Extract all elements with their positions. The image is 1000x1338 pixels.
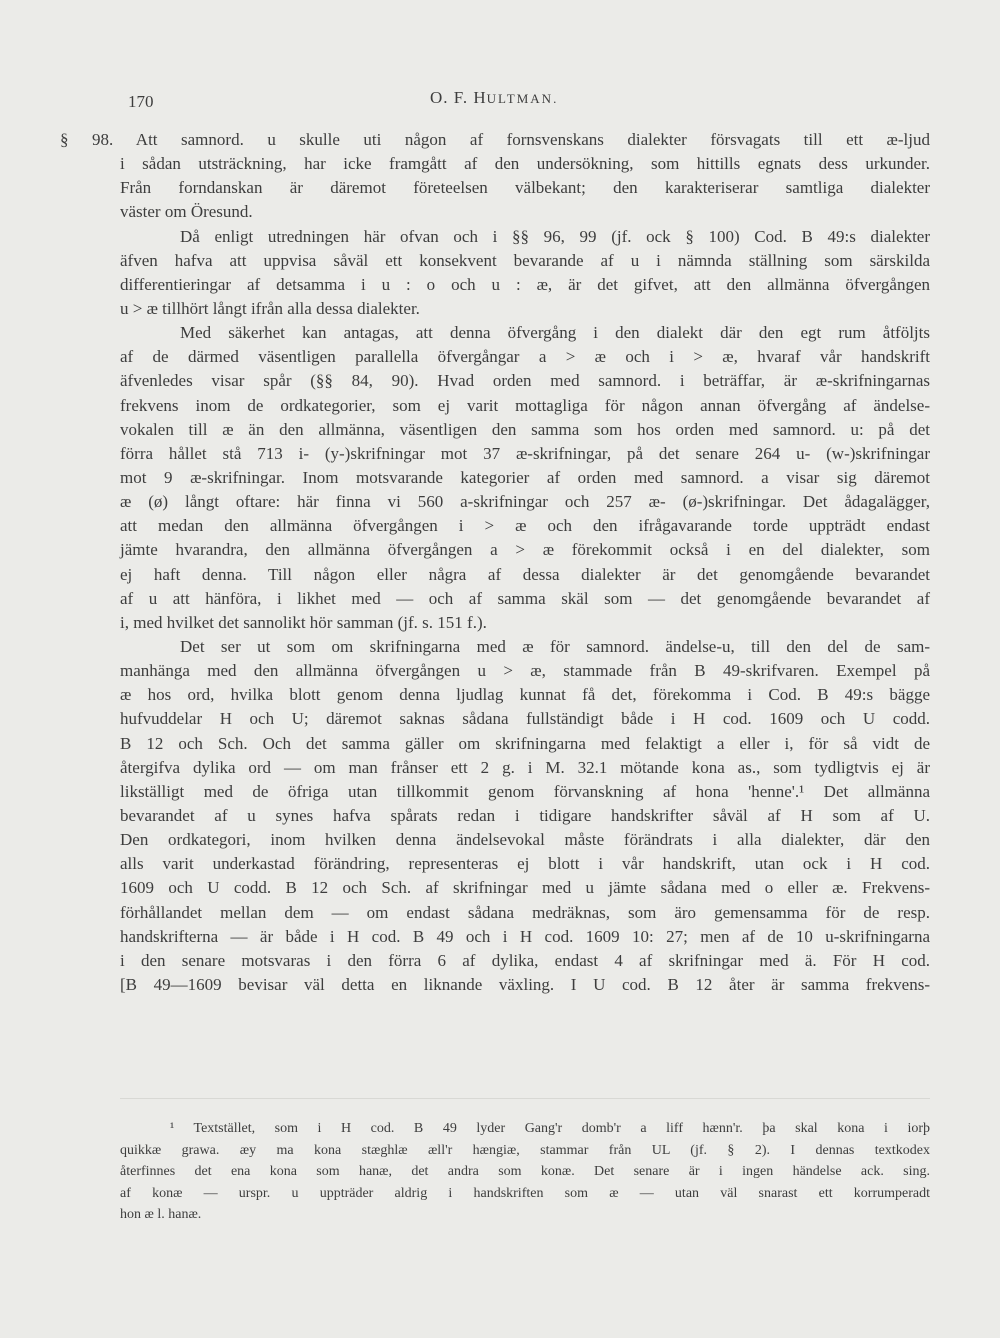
text-line: återgifva dylika ord — om man frånser ett 2 g. i M. 32.1 mötande kona as., som tydligtvis ej är — [120, 757, 930, 777]
text-line: förra hållet stå 713 i- (y-)skrifningar mot 37 æ-skrifningar, på det senare 264 u- (w-)skrifningar — [120, 443, 930, 463]
running-head-author: O. F. H — [430, 88, 487, 107]
text-line: alls varit underkastad förändring, representeras ej blott i vår handskrift, utan ock i H cod. — [120, 854, 930, 874]
text-line: af de därmed väsentligen parallella öfvergångar a > æ och i > æ, hvaraf vår handskrift — [120, 347, 930, 367]
text-line: i, med hvilket det sannolikt hör samman (jf. s. 151 f.). — [120, 612, 487, 632]
text-line: Det ser ut som om skrifningarna med æ för samnord. ändelse-u, till den del de sam- — [180, 636, 930, 656]
text-line: af u att hänföra, i likhet med — och af samma skäl som — det genomgående bevarandet af — [120, 588, 930, 608]
footnote-line: hon æ l. hanæ. — [120, 1207, 202, 1222]
footnote-line: ¹ Textstället, som i H cod. B 49 lyder Gang'r domb'r a liff hænn'r. þa skal kona i iorþ — [170, 1121, 930, 1136]
footnote-line: af konæ — urspr. u uppträder aldrig i handskriften som æ — utan väl snarast ett korrumperadt — [120, 1185, 930, 1201]
text-line: äfvenledes visar spår (§§ 84, 90). Hvad orden med samnord. i beträffar, är æ-skrifningarnas — [120, 371, 930, 391]
text-line: i den senare motsvaras i den förra 6 af dylika, endast 4 af skrifningar med ä. För H cod. — [120, 950, 930, 970]
text-line: äfven hafva att uppvisa såväl ett konsekvent bevarande af u i nämnda ställning som särskilda — [120, 250, 930, 270]
text-line: bevarandet af u synes hafva spårats redan i tidigare handskrifter såväl af H som af U. — [120, 805, 930, 825]
text-line: B 12 och Sch. Och det samma gäller om skrifningarna med felaktigt a eller i, för så vidt de — [120, 733, 930, 753]
text-line: i sådan utsträckning, har icke framgått af den undersökning, som hittills egnats dess urkunder. — [120, 154, 930, 174]
running-head — [430, 88, 558, 108]
text-line: mot 9 æ-skrifningar. Inom motsvarande kategorier af orden med samnord. a visar sig däremot — [120, 467, 930, 487]
body-text — [60, 128, 930, 997]
text-line: att medan den allmänna öfvergången i > æ och den ifrågavarande torde uppträdt endast — [120, 516, 930, 536]
text-line: § 98. Att samnord. u skulle uti någon af fornsvenskans dialekter försvagats till ett æ-ljud — [60, 130, 930, 149]
page-number: 170 — [128, 92, 154, 111]
footnote-line: återfinnes det ena kona som hanæ, det andra som konæ. Det senare är i ingen händelse ack. sing. — [120, 1164, 930, 1179]
text-line: likställigt med de öfriga utan tillkommit genom förvanskning af hona 'henne'.¹ Det allmänna — [120, 781, 930, 801]
text-line: manhänga med den allmänna öfvergången u > æ, stammade från B 49-skrifvaren. Exempel på — [120, 661, 930, 681]
text-line: Den ordkategori, inom hvilken denna ändelsevokal måste förändrats i alla dialekter, där den — [120, 830, 930, 850]
text-line: differentieringar af detsamma i u : o och u : æ, är det gifvet, att den allmänna öfvergången — [120, 274, 930, 294]
text-line: æ hos ord, hvilka blott genom denna ljudlag kunnat få det, förekomma i Cod. B 49:s bägge — [120, 685, 930, 705]
text-line: æ (ø) långt oftare: här finna vi 560 a-skrifningar och 257 æ- (ø-)skrifningar. Det ådagalägger, — [120, 492, 930, 512]
footnote-line: quikkæ grawa. æy ma kona stæghlæ æll'r hængiæ, stammar från UL (jf. § 2). I dennas textkodex — [120, 1142, 930, 1158]
text-line: Med säkerhet kan antagas, att denna öfvergång i den dialekt där den egt rum åtföljts — [180, 323, 930, 343]
text-line: förhållandet mellan dem — om endast sådana medräknas, som äro gemensamma för de resp. — [120, 902, 930, 922]
text-line: Då enligt utredningen här ofvan och i §§ 96, 99 (jf. ock § 100) Cod. B 49:s dialekter — [180, 226, 930, 246]
text-line: ej haft denna. Till någon eller några af dessa dialekter är det genomgående bevarandet — [120, 564, 930, 584]
page-header — [120, 88, 920, 118]
text-line: [B 49—1609 bevisar väl detta en liknande växling. I U cod. B 12 åter är samma frekvens- — [120, 974, 930, 994]
text-line: hufvuddelar H och U; däremot saknas sådana fullständigt både i H cod. 1609 och U codd. — [120, 709, 930, 729]
text-line: väster om Öresund. — [120, 202, 253, 222]
text-line: u > æ tillhört långt ifrån alla dessa dialekter. — [120, 298, 420, 318]
text-line: handskrifterna — är både i H cod. B 49 och i H cod. 1609 10: 27; men af de 10 u-skrifningarna — [120, 926, 930, 946]
text-line: frekvens inom de ordkategorier, som ej varit mottagliga för någon annan öfvergång af ändelse- — [120, 395, 930, 415]
text-line: vokalen till æ än den allmänna, väsentligen den samma som hos orden med samnord. u: på det — [120, 419, 930, 439]
footnote-divider — [120, 1098, 930, 1099]
text-line: 1609 och U codd. B 12 och Sch. af skrifningar med u jämte sådana med o eller æ. Frekvens- — [120, 878, 930, 898]
text-line: jämte hvarandra, den allmänna öfvergången a > æ förekommit också i en del dialekter, som — [120, 540, 930, 560]
footnotes — [120, 1118, 930, 1226]
running-head-smallcaps: ULTMAN. — [486, 91, 559, 106]
text-line: Från forndanskan är däremot företeelsen välbekant; den karakteriserar samtliga dialekter — [120, 178, 930, 198]
